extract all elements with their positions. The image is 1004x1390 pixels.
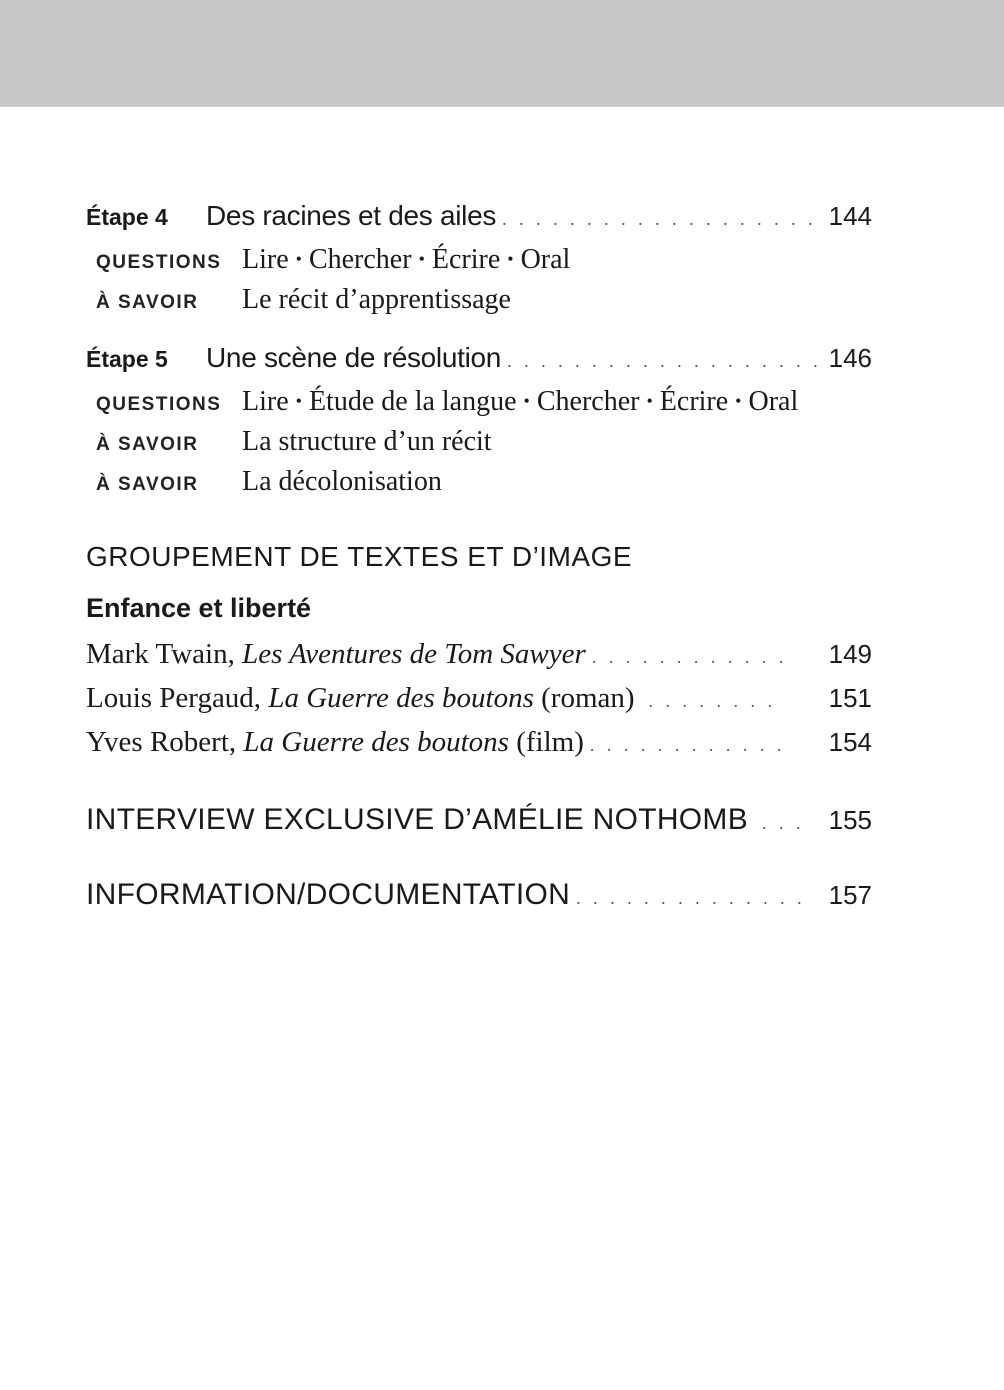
page-number: 144 <box>828 201 872 231</box>
etape-title: Une scène de résolution <box>206 342 502 373</box>
page-header-band <box>0 0 1004 107</box>
entry-text <box>86 726 584 759</box>
section-heading: GROUPEMENT DE TEXTES ET D’IMAGE <box>86 541 633 572</box>
bullet-icon: • <box>523 391 530 411</box>
toc-sub-questions <box>96 386 798 418</box>
toc-entry-etape-4[interactable] <box>86 200 872 232</box>
bullet-icon: • <box>507 249 514 269</box>
sub-label: À SAVOIR <box>96 434 199 455</box>
question-item: Chercher <box>308 244 412 275</box>
dot-leader <box>592 647 784 668</box>
dot-leader <box>576 888 804 909</box>
dot-leader <box>590 735 784 756</box>
entry-note: (film) <box>508 726 584 758</box>
entry-work: Les Aventures de Tom Sawyer <box>242 638 586 670</box>
question-item: Oral <box>520 244 571 275</box>
sub-text: La décolonisation <box>242 466 442 497</box>
toc-entry-groupement[interactable] <box>86 638 872 671</box>
question-item: Oral <box>748 386 799 417</box>
page-number: 154 <box>828 727 872 757</box>
question-item: Écrire <box>431 244 501 275</box>
page-number: 146 <box>828 343 872 373</box>
sub-text: Le récit d’apprentissage <box>242 284 511 315</box>
etape-label: Étape 5 <box>86 346 168 372</box>
toc-entry-etape-5[interactable] <box>86 342 872 374</box>
bullet-icon: • <box>295 249 302 269</box>
dot-leader <box>649 691 784 712</box>
etape-label: Étape 4 <box>86 204 168 230</box>
dot-leader <box>502 209 818 230</box>
bullet-icon: • <box>295 391 302 411</box>
toc-sub-a-savoir <box>96 426 492 458</box>
entry-title: INFORMATION/DOCUMENTATION <box>86 878 571 911</box>
page-number: 149 <box>828 639 872 669</box>
sub-label: QUESTIONS <box>96 252 222 273</box>
question-item: Chercher <box>536 386 640 417</box>
questions-list <box>242 244 570 276</box>
toc-entry-groupement[interactable] <box>86 726 872 759</box>
entry-note: (roman) <box>533 682 635 714</box>
question-item: Lire <box>242 386 289 417</box>
dot-leader <box>762 813 804 834</box>
sub-label: À SAVOIR <box>96 292 199 313</box>
entry-text <box>86 638 586 671</box>
toc-sub-questions <box>96 244 570 276</box>
etape-title: Des racines et des ailes <box>206 200 497 231</box>
question-item: Étude de la langue <box>308 386 517 417</box>
page-number: 151 <box>828 683 872 713</box>
toc-sub-a-savoir <box>96 284 511 316</box>
entry-text <box>86 682 635 715</box>
sub-label: QUESTIONS <box>96 394 222 415</box>
entry-author: Louis Pergaud, <box>86 682 269 714</box>
dot-leader <box>507 351 818 372</box>
toc-sub-a-savoir <box>96 466 442 498</box>
question-item: Écrire <box>659 386 729 417</box>
sub-text: La structure d’un récit <box>242 426 492 457</box>
bullet-icon: • <box>646 391 653 411</box>
question-item: Lire <box>242 244 289 275</box>
bullet-icon: • <box>735 391 742 411</box>
page-number: 155 <box>828 805 872 835</box>
entry-title: INTERVIEW EXCLUSIVE D’AMÉLIE NOTHOMB <box>86 803 749 836</box>
entry-work: La Guerre des boutons <box>243 726 509 758</box>
toc-entry-information[interactable] <box>86 878 872 912</box>
entry-work: La Guerre des boutons <box>268 682 534 714</box>
questions-list <box>242 386 798 418</box>
toc-entry-interview[interactable] <box>86 803 872 837</box>
page-number: 157 <box>828 880 872 910</box>
group-subtitle: Enfance et liberté <box>86 593 312 623</box>
entry-author: Mark Twain, <box>86 638 243 670</box>
entry-author: Yves Robert, <box>86 726 244 758</box>
bullet-icon: • <box>418 249 425 269</box>
toc-entry-groupement[interactable] <box>86 682 872 715</box>
sub-label: À SAVOIR <box>96 474 199 495</box>
